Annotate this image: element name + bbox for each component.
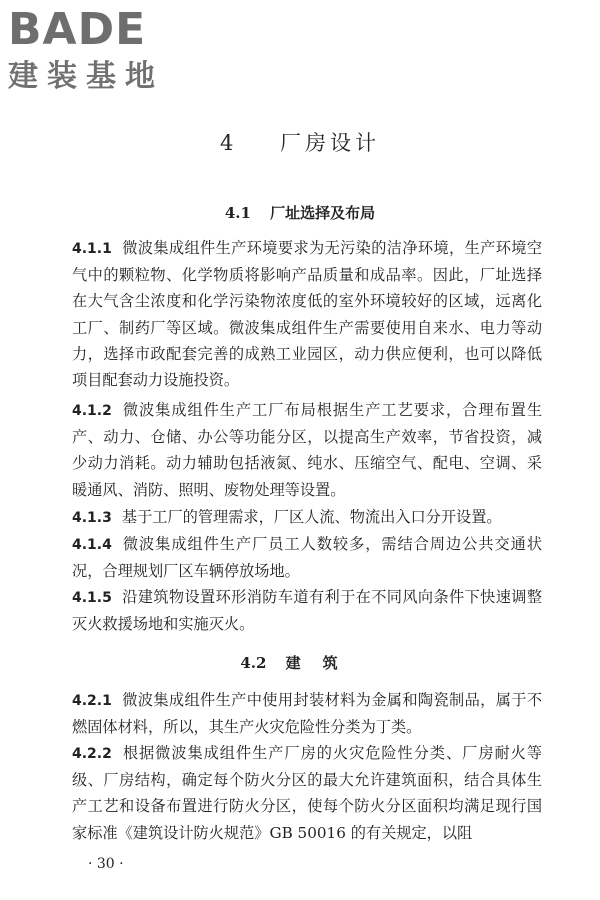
- clause-number: 4.1.1: [72, 241, 112, 257]
- paragraph-text: 微波集成组件生产环境要求为无污染的洁净环境，生产环境空气中的颗粒物、化学物质将影响产品质量和成品率。因此，厂址选择在大气含尘浓度和化学污染物浓度低的室外环境较好的区域，远离化工厂、制药厂等区域。微波集成组件生产需要使用自来水、电力等动力，选择市政配套完善的成熟工业园区，动力供应便利，也可以降低项目配套动力设施投资。: [72, 239, 542, 390]
- chapter-title: 厂房设计: [280, 131, 381, 155]
- paragraph-text: 微波集成组件生产工厂布局根据生产工艺要求，合理布置生产、动力、仓储、办公等功能分区，以提高生产效率，节省投资，减少动力消耗。动力辅助包括液氮、纯水、压缩空气、配电、空调、采暖通风、消防、照明、废物处理等设置。: [72, 401, 542, 499]
- section-title: 厂址选择及布局: [270, 204, 376, 222]
- page-number: · 30 ·: [88, 856, 124, 872]
- section-number: 4.1: [224, 204, 251, 222]
- section-number: 4.2: [240, 654, 267, 672]
- paragraph-text: 基于工厂的管理需求，厂区人流、物流出入口分开设置。: [121, 508, 502, 526]
- paragraph-text: 沿建筑物设置环形消防车道有利于在不同风向条件下快速调整灭火救援场地和实施灭火。: [72, 588, 542, 634]
- paragraph: [72, 504, 542, 531]
- clause-number: 4.2.2: [72, 746, 112, 762]
- paragraph-text: 根据微波集成组件生产厂房的火灾危险性分类、厂房耐火等级、厂房结构，确定每个防火分区的最大允许建筑面积，结合具体生产工艺和设备布置进行防火分区，使每个防火分区面积均满足现行国家标准《建筑设计防火规范》GB 50016 的有关规定，以阻: [72, 744, 542, 842]
- clause-number: 4.1.5: [72, 590, 112, 606]
- paragraph-text: 微波集成组件生产厂员工人数较多，需结合周边公共交通状况，合理规划厂区车辆停放场地。: [72, 535, 542, 581]
- logo: [8, 4, 178, 94]
- paragraph: [72, 235, 542, 393]
- clause-number: 4.1.4: [72, 537, 112, 553]
- paragraph: [72, 531, 542, 584]
- paragraph: [72, 687, 542, 740]
- section-title: 建筑: [285, 654, 360, 672]
- paragraph: [72, 584, 542, 637]
- logo-wordmark: BADE: [8, 4, 147, 55]
- logo-subtitle: 建装基地: [8, 59, 164, 94]
- paragraph: [72, 740, 542, 846]
- clause-number: 4.2.1: [72, 693, 112, 709]
- chapter-heading: [0, 128, 600, 158]
- section-heading: [0, 202, 600, 224]
- paragraph: [72, 397, 542, 503]
- chapter-number: 4: [219, 131, 238, 155]
- clause-number: 4.1.3: [72, 510, 112, 526]
- clause-number: 4.1.2: [72, 403, 112, 419]
- section-heading: [0, 652, 600, 674]
- paragraph-text: 微波集成组件生产中使用封装材料为金属和陶瓷制品，属于不燃固体材料，所以，其生产火灾危险性分类为丁类。: [72, 691, 542, 737]
